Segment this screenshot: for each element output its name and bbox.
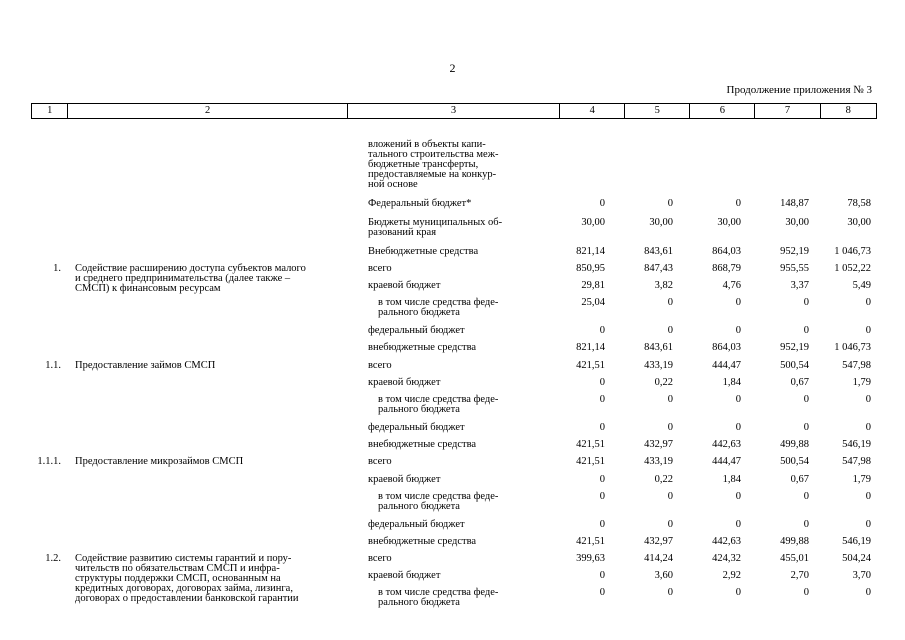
row-funding-source: внебюджетные средства [368, 342, 477, 353]
row-funding-source: внебюджетные средства [368, 536, 477, 547]
row-funding-source: федеральный бюджет [368, 519, 465, 530]
row-value-col-5: 0 [667, 198, 673, 209]
row-value-col-7: 148,87 [780, 198, 809, 209]
row-value-col-4: 821,14 [576, 342, 605, 353]
header-col-3: 3 [348, 104, 560, 118]
row-value-col-8: 1 046,73 [834, 246, 871, 257]
row-value-col-4: 0 [599, 474, 605, 485]
row-value-col-5: 843,61 [644, 246, 673, 257]
row-value-col-6: 0 [735, 198, 741, 209]
row-value-col-8: 78,58 [847, 198, 871, 209]
row-value-col-4: 0 [599, 394, 605, 405]
row-value-col-5: 0 [667, 587, 673, 598]
row-value-col-4: 30,00 [581, 217, 605, 228]
row-value-col-4: 0 [599, 325, 605, 336]
row-value-col-6: 444,47 [712, 456, 741, 467]
row-value-col-6: 444,47 [712, 360, 741, 371]
row-value-col-6: 0 [735, 422, 741, 433]
row-value-col-4: 0 [599, 198, 605, 209]
row-value-col-7: 499,88 [780, 536, 809, 547]
row-value-col-5: 432,97 [644, 439, 673, 450]
row-value-col-4: 25,04 [581, 297, 605, 308]
row-value-col-7: 952,19 [780, 246, 809, 257]
row-value-col-5: 433,19 [644, 456, 673, 467]
row-value-col-6: 0 [735, 325, 741, 336]
row-value-col-7: 500,54 [780, 456, 809, 467]
row-value-col-7: 0 [803, 394, 809, 405]
row-value-col-7: 499,88 [780, 439, 809, 450]
row-value-col-5: 0 [667, 491, 673, 502]
row-value-col-5: 0 [667, 325, 673, 336]
row-number: 1.2. [45, 553, 61, 564]
row-value-col-7: 0 [803, 587, 809, 598]
row-funding-source: краевой бюджет [368, 377, 441, 388]
header-col-7: 7 [755, 104, 820, 118]
row-value-col-4: 0 [599, 519, 605, 530]
row-value-col-5: 0,22 [654, 377, 673, 388]
row-value-col-7: 0 [803, 422, 809, 433]
row-value-col-8: 0 [865, 394, 871, 405]
row-value-col-4: 0 [599, 491, 605, 502]
row-value-col-8: 0 [865, 491, 871, 502]
row-value-col-7: 0,67 [790, 377, 809, 388]
row-funding-source: краевой бюджет [368, 570, 441, 581]
row-funding-source: в том числе средства феде- рального бюджета [378, 587, 499, 608]
row-value-col-6: 0 [735, 519, 741, 530]
row-value-col-5: 30,00 [649, 217, 673, 228]
row-value-col-8: 5,49 [852, 280, 871, 291]
row-value-col-7: 0,67 [790, 474, 809, 485]
row-funding-source: в том числе средства феде- рального бюджета [378, 491, 499, 512]
row-value-col-5: 0 [667, 519, 673, 530]
row-value-col-4: 421,51 [576, 536, 605, 547]
row-value-col-6: 4,76 [722, 280, 741, 291]
row-measure-name: Предоставление займов СМСП [75, 360, 216, 371]
row-value-col-8: 0 [865, 587, 871, 598]
row-measure-name: Содействие расширению доступа субъектов малого и среднего предпринимательства (далее также – СМСП) к финансовым ресурсам [75, 263, 306, 294]
row-value-col-6: 442,63 [712, 536, 741, 547]
row-value-col-5: 0 [667, 422, 673, 433]
row-value-col-8: 1,79 [852, 474, 871, 485]
row-value-col-7: 455,01 [780, 553, 809, 564]
row-funding-source: Бюджеты муниципальных об- разований края [368, 217, 503, 238]
row-value-col-4: 821,14 [576, 246, 605, 257]
table-header [31, 103, 877, 119]
header-col-6: 6 [690, 104, 755, 118]
row-value-col-8: 30,00 [847, 217, 871, 228]
row-value-col-7: 0 [803, 325, 809, 336]
row-value-col-6: 868,79 [712, 263, 741, 274]
budget-table [31, 103, 877, 608]
row-value-col-7: 500,54 [780, 360, 809, 371]
row-value-col-8: 1 046,73 [834, 342, 871, 353]
row-value-col-6: 864,03 [712, 246, 741, 257]
header-col-8: 8 [845, 105, 851, 116]
row-funding-source: краевой бюджет [368, 474, 441, 485]
header-col-1: 1 [32, 104, 68, 118]
row-value-col-6: 0 [735, 587, 741, 598]
row-funding-source: внебюджетные средства [368, 439, 477, 450]
row-funding-source: Федеральный бюджет* [368, 198, 472, 209]
row-value-col-5: 0 [667, 394, 673, 405]
row-measure-name: Содействие развитию системы гарантий и пору- чительств по обязательствам СМСП и инфра- структуры поддержки СМСП, основанным на кредитных договорах, договорах займа, лизинга, договорах о предоставлении банковской гарантии [75, 553, 299, 604]
row-value-col-8: 546,19 [842, 439, 871, 450]
row-funding-source: краевой бюджет [368, 280, 441, 291]
row-value-col-4: 0 [599, 587, 605, 598]
row-value-col-6: 2,92 [722, 570, 741, 581]
row-value-col-6: 864,03 [712, 342, 741, 353]
row-value-col-5: 0,22 [654, 474, 673, 485]
row-value-col-8: 3,70 [852, 570, 871, 581]
row-value-col-5: 3,82 [654, 280, 673, 291]
row-funding-source: в том числе средства феде- рального бюджета [378, 394, 499, 415]
row-value-col-4: 0 [599, 422, 605, 433]
row-funding-source: Внебюджетные средства [368, 246, 479, 257]
row-value-col-7: 952,19 [780, 342, 809, 353]
row-value-col-8: 0 [865, 325, 871, 336]
row-value-col-7: 955,55 [780, 263, 809, 274]
row-value-col-6: 1,84 [722, 377, 741, 388]
row-value-col-4: 0 [599, 377, 605, 388]
row-value-col-8: 0 [865, 519, 871, 530]
row-value-col-6: 1,84 [722, 474, 741, 485]
row-value-col-7: 30,00 [785, 217, 809, 228]
row-value-col-4: 850,95 [576, 263, 605, 274]
header-col-5: 5 [625, 104, 690, 118]
page-number: 2 [449, 61, 456, 75]
row-value-col-5: 847,43 [644, 263, 673, 274]
row-funding-source: вложений в объекты капи- тального строительства меж- бюджетные трансферты, предоставляемые на конкур- ной основе [368, 139, 499, 190]
row-value-col-8: 547,98 [842, 360, 871, 371]
row-value-col-5: 414,24 [644, 553, 673, 564]
row-funding-source: в том числе средства феде- рального бюджета [378, 297, 499, 318]
row-value-col-5: 843,61 [644, 342, 673, 353]
row-value-col-6: 442,63 [712, 439, 741, 450]
row-value-col-6: 0 [735, 394, 741, 405]
row-funding-source: всего [368, 553, 392, 564]
row-value-col-6: 424,32 [712, 553, 741, 564]
row-value-col-4: 0 [599, 570, 605, 581]
row-value-col-5: 3,60 [654, 570, 673, 581]
header-col-4: 4 [560, 104, 625, 118]
row-value-col-8: 504,24 [842, 553, 871, 564]
row-value-col-8: 1 052,22 [834, 263, 871, 274]
row-value-col-4: 399,63 [576, 553, 605, 564]
header-col-2: 2 [68, 104, 347, 118]
row-value-col-4: 421,51 [576, 360, 605, 371]
row-funding-source: всего [368, 456, 392, 467]
row-value-col-4: 421,51 [576, 439, 605, 450]
row-value-col-5: 432,97 [644, 536, 673, 547]
row-funding-source: всего [368, 263, 392, 274]
row-number: 1.1.1. [37, 456, 61, 467]
row-value-col-7: 3,37 [790, 280, 809, 291]
row-value-col-8: 1,79 [852, 377, 871, 388]
appendix-continuation-label: Продолжение приложения № 3 [726, 84, 872, 96]
row-number: 1.1. [45, 360, 61, 371]
row-value-col-5: 433,19 [644, 360, 673, 371]
row-value-col-6: 30,00 [717, 217, 741, 228]
row-value-col-4: 421,51 [576, 456, 605, 467]
row-value-col-7: 0 [803, 491, 809, 502]
row-value-col-7: 2,70 [790, 570, 809, 581]
row-value-col-6: 0 [735, 297, 741, 308]
row-number: 1. [53, 263, 61, 274]
row-value-col-8: 546,19 [842, 536, 871, 547]
row-value-col-8: 547,98 [842, 456, 871, 467]
row-value-col-7: 0 [803, 519, 809, 530]
row-value-col-6: 0 [735, 491, 741, 502]
row-measure-name: Предоставление микрозаймов СМСП [75, 456, 244, 467]
row-funding-source: федеральный бюджет [368, 422, 465, 433]
row-value-col-5: 0 [667, 297, 673, 308]
row-value-col-8: 0 [865, 422, 871, 433]
row-value-col-7: 0 [803, 297, 809, 308]
row-funding-source: федеральный бюджет [368, 325, 465, 336]
row-value-col-8: 0 [865, 297, 871, 308]
row-value-col-4: 29,81 [581, 280, 605, 291]
row-funding-source: всего [368, 360, 392, 371]
